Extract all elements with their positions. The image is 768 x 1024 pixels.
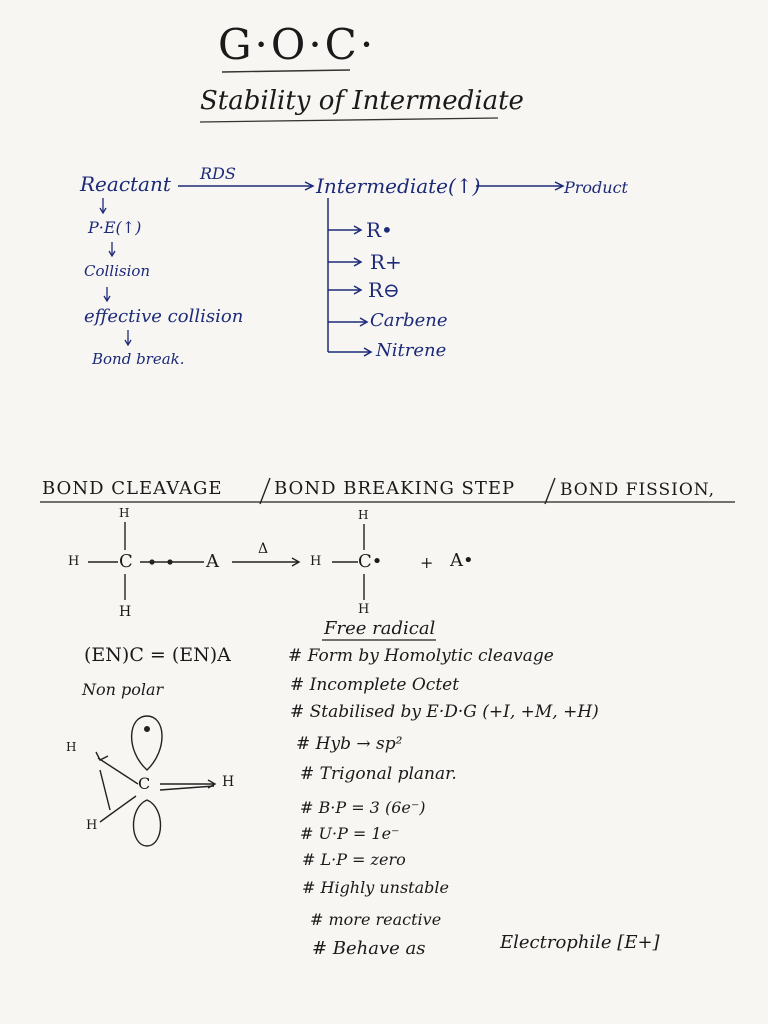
left-mol-atom-a: A	[206, 551, 219, 572]
sketch-carbon: C	[138, 774, 151, 793]
property-hybridisation: # Hyb → sp²	[296, 734, 403, 754]
property-bond-pairs: # B·P = 3 (6e⁻)	[300, 798, 426, 817]
property-octet: # Incomplete Octet	[290, 675, 460, 695]
right-mol-bottom-h: H	[358, 602, 370, 617]
heading-bond-breaking-step: BOND BREAKING STEP	[274, 478, 516, 499]
property-geometry: # Trigonal planar.	[300, 764, 457, 784]
step-potential-energy: P·E(↑)	[88, 218, 142, 237]
left-mol-bottom-h: H	[119, 604, 132, 620]
step-bond-break: Bond break.	[92, 350, 185, 368]
intermediate-carbocation: R+	[370, 250, 402, 274]
page-subtitle: Stability of Intermediate	[200, 86, 524, 116]
property-stabilised: # Stabilised by E·D·G (+I, +M, +H)	[290, 702, 599, 722]
property-unstable: # Highly unstable	[302, 878, 449, 897]
radical-a: A•	[450, 550, 474, 571]
property-unpaired: # U·P = 1e⁻	[300, 824, 400, 843]
delta-symbol: Δ	[258, 541, 269, 557]
heading-bond-cleavage: BOND CLEAVAGE	[42, 478, 223, 499]
plus-sign: +	[420, 553, 434, 572]
intermediate-label: Intermediate(↑)	[316, 174, 481, 198]
step-effective-collision: effective collision	[84, 306, 244, 327]
intermediate-nitrene: Nitrene	[376, 340, 447, 361]
nonpolar-label: Non polar	[82, 680, 164, 699]
sketch-h-top: H	[66, 740, 77, 754]
left-mol-left-h: H	[68, 554, 80, 569]
rds-label: RDS	[200, 164, 236, 183]
right-mol-left-h: H	[310, 554, 322, 569]
property-behave-as: # Behave as	[312, 938, 426, 959]
sketch-h-bottom: H	[86, 818, 98, 833]
heading-bond-fission: BOND FISSION,	[560, 480, 716, 500]
intermediate-radical: R•	[366, 218, 393, 242]
sketch-h-right: H	[222, 774, 235, 790]
electrophile-label: Electrophile [E+]	[500, 932, 660, 953]
property-lone-pairs: # L·P = zero	[302, 850, 406, 869]
product-label: Product	[564, 178, 628, 197]
step-collision: Collision	[84, 262, 151, 280]
right-mol-carbon-radical: C•	[358, 551, 383, 572]
reactant-label: Reactant	[80, 172, 171, 196]
property-homolytic: # Form by Homolytic cleavage	[288, 646, 554, 666]
right-mol-top-h: H	[358, 508, 369, 522]
electronegativity-relation: (EN)C = (EN)A	[84, 644, 231, 666]
free-radical-title: Free radical	[324, 618, 436, 639]
left-mol-carbon: C	[119, 551, 133, 572]
intermediate-carbene: Carbene	[370, 310, 448, 331]
intermediate-carbanion: R⊖	[368, 278, 400, 302]
page-title: G·O·C·	[218, 20, 377, 69]
property-reactive: # more reactive	[310, 910, 442, 929]
left-mol-top-h: H	[119, 506, 130, 520]
